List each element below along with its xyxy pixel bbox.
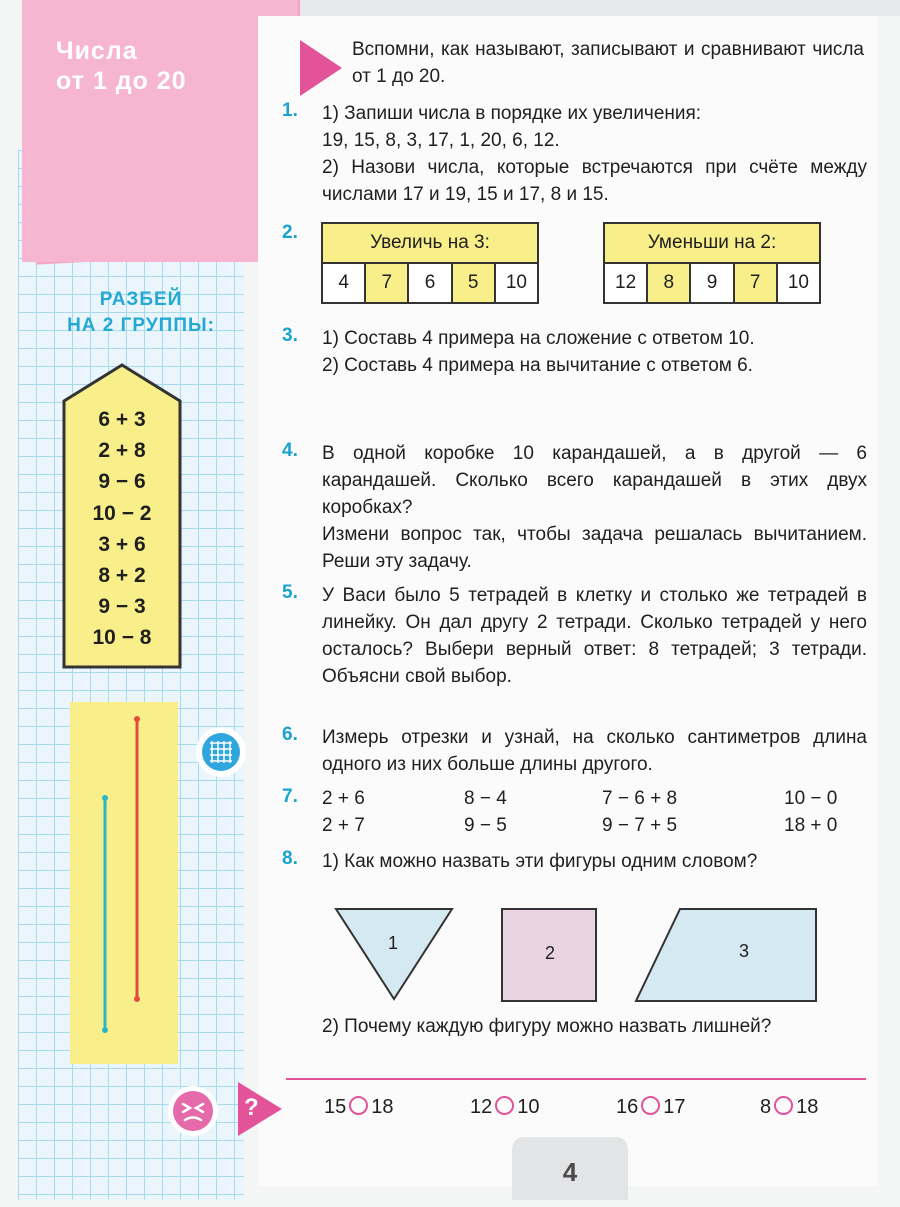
expression: 7 − 6 + 8 <box>602 788 678 809</box>
expression: 2 + 8 <box>98 439 146 463</box>
table-cell: 8 <box>648 264 691 302</box>
expression: 6 + 3 <box>98 408 146 431</box>
trapezoid-shape <box>636 909 816 1001</box>
table-cell: 7 <box>366 264 409 302</box>
exercise-number: 1. <box>282 100 298 121</box>
thinking-face-icon <box>168 1086 218 1136</box>
shapes-figure <box>330 905 820 1005</box>
expression: 9 − 5 <box>464 815 507 836</box>
expression: 2 + 6 <box>322 788 365 809</box>
measure-grid-icon <box>196 727 246 777</box>
expressions-list <box>62 404 182 654</box>
chapter-title: Числа от 1 до 20 <box>56 37 187 95</box>
segments-drawing <box>70 702 178 1064</box>
exercise-8-question-2: 2) Почему каждую фигуру можно назвать лишней? <box>322 1016 772 1037</box>
expression: 10 − 2 <box>92 501 152 525</box>
expression: 9 − 7 + 5 <box>602 815 678 836</box>
table-cell: 7 <box>735 264 778 302</box>
expression: 9 − 3 <box>98 595 146 619</box>
comparison: 15 18 <box>324 1096 394 1118</box>
sidebar-task-title: РАЗБЕЙ НА 2 ГРУППЫ: <box>67 289 215 336</box>
exercise-number: 7. <box>282 786 298 807</box>
intro-marker-icon <box>300 40 342 96</box>
table-cell: 10 <box>787 272 809 293</box>
exercise-8-question-1: 1) Как можно назвать эти фигуры одним словом? <box>322 851 758 872</box>
question-mark: ? <box>244 1094 259 1121</box>
expression: 10 − 8 <box>92 626 152 650</box>
table-header: Уменьши на 2: <box>605 224 819 264</box>
table-cell: 9 <box>691 264 734 302</box>
expression: 10 − 0 <box>784 788 838 809</box>
page-number: 4 <box>512 1137 628 1200</box>
shape-label: 2 <box>545 943 556 963</box>
expression: 18 + 0 <box>784 815 838 836</box>
top-bar <box>300 0 900 16</box>
exercise-6: Измерь отрезки и узнай, на сколько сантиметров длина одного из них больше длины другого. <box>322 727 867 775</box>
segments-card <box>70 702 178 1064</box>
table-cell: 12 <box>605 264 648 302</box>
table-cell: 10 <box>505 272 527 293</box>
decrease-table <box>603 222 821 304</box>
comparison: 8 18 <box>760 1096 819 1118</box>
exercise-number: 2. <box>282 222 298 243</box>
shape-label: 3 <box>739 941 750 961</box>
expression: 3 + 6 <box>98 532 146 556</box>
compare-circle-icon <box>495 1096 514 1115</box>
expression: 9 − 6 <box>98 470 146 494</box>
table-cell: 6 <box>409 264 452 302</box>
expression: 8 + 2 <box>98 564 146 588</box>
exercise-3: 1) Составь 4 примера на сложение с ответом 10. 2) Составь 4 примера на вычитание с ответом 6. <box>322 328 755 376</box>
compare-circle-icon <box>774 1096 793 1115</box>
table-cell: 5 <box>453 264 496 302</box>
exercise-5: У Васи было 5 тетрадей в клетку и столько же тетрадей в линейку. Он дал другу 2 тетради. Сколько тетрадей у него осталось? Выбери верный ответ: 8 тетрадей; 3 тетради. Объясни свой выбор. <box>322 585 867 687</box>
exercise-number: 3. <box>282 325 298 346</box>
comparison: 12 10 <box>470 1096 540 1118</box>
exercise-number: 8. <box>282 848 298 869</box>
comparison: 16 17 <box>616 1096 686 1118</box>
triangle-shape <box>336 909 452 999</box>
shape-label: 1 <box>388 933 399 953</box>
exercise-number: 6. <box>282 724 298 745</box>
exercise-1: 1) Запиши числа в порядке их увеличения: 19, 15, 8, 3, 17, 1, 20, 6, 12. 2) Назови числа, которые встречаются при счёте между числами 17 и 19, 15 и 17, 8 и 15. <box>322 103 867 205</box>
divider <box>286 1078 866 1080</box>
exercise-4: В одной коробке 10 карандашей, а в другой — 6 карандашей. Сколько всего карандашей в этих двух коробках? Измени вопрос так, чтобы задача решалась вычитанием. Реши эту задачу. <box>322 443 867 572</box>
expression: 2 + 7 <box>322 815 365 836</box>
compare-circle-icon <box>349 1096 368 1115</box>
exercise-number: 4. <box>282 440 298 461</box>
table-cell: 4 <box>323 264 366 302</box>
increase-table <box>321 222 539 304</box>
compare-circle-icon <box>641 1096 660 1115</box>
expression: 8 − 4 <box>464 788 507 809</box>
intro-text: Вспомни, как называют, записывают и сравнивают числа от 1 до 20. <box>352 39 864 87</box>
exercise-number: 5. <box>282 582 298 603</box>
table-header: Увеличь на 3: <box>323 224 537 264</box>
